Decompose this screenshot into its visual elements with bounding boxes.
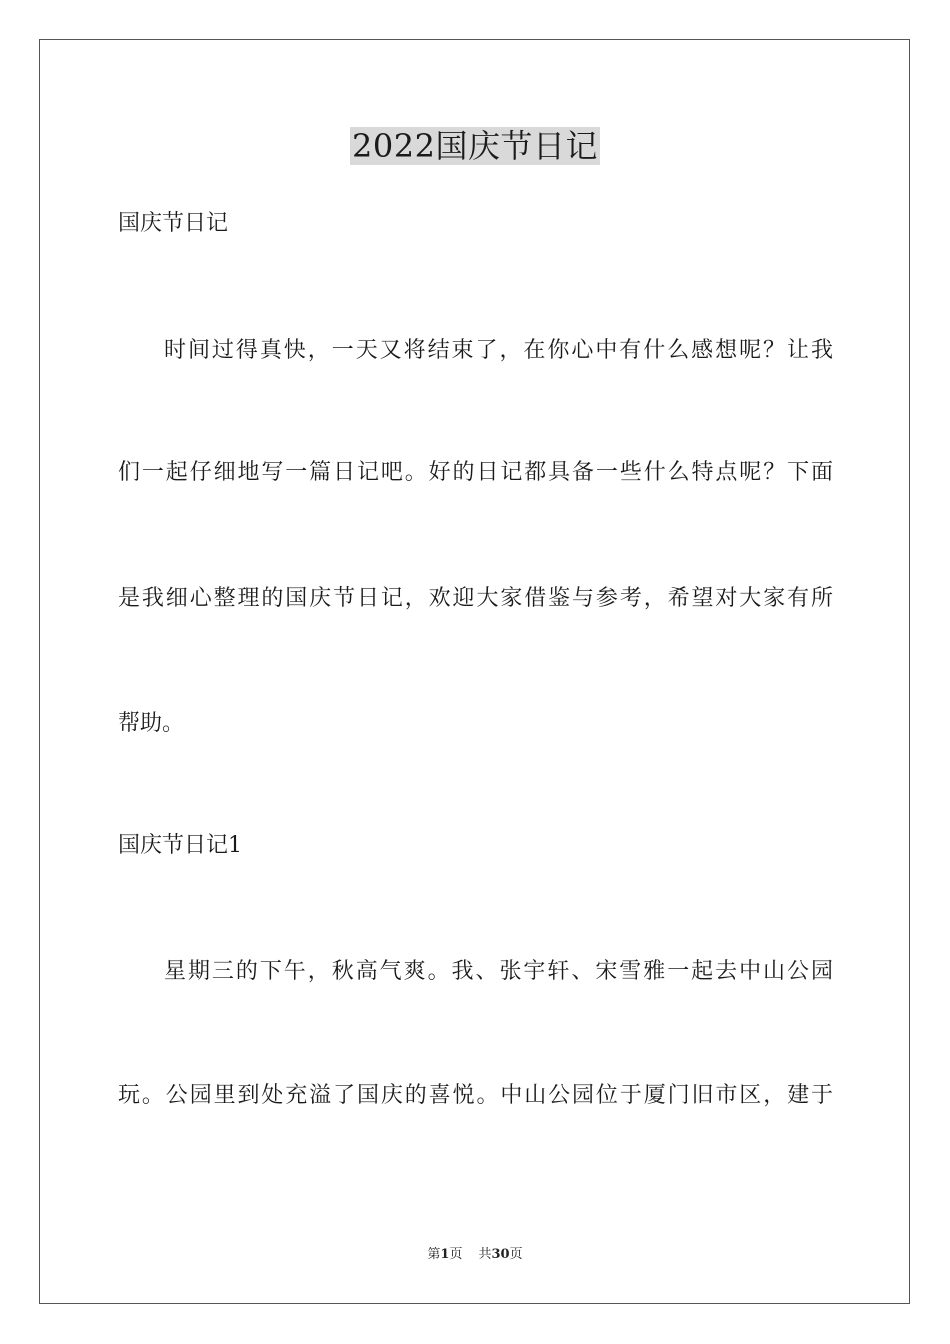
- page-number-current: 1: [440, 1247, 450, 1262]
- paragraph-line: 帮助。: [118, 711, 185, 736]
- document-title: [0, 124, 950, 168]
- document-title-text: 2022国庆节日记: [352, 127, 598, 165]
- section-heading: 国庆节日记1: [118, 833, 242, 858]
- paragraph-line: 们一起仔细地写一篇日记吧。好的日记都具备一些什么特点呢？下面: [118, 460, 833, 485]
- paragraph-line: 星期三的下午，秋高气爽。我、张宇轩、宋雪雅一起去中山公园: [164, 959, 833, 984]
- page-total-suffix: 页: [509, 1247, 523, 1262]
- page-footer: [0, 1246, 950, 1264]
- paragraph-line: 是我细心整理的国庆节日记，欢迎大家借鉴与参考，希望对大家有所: [118, 586, 833, 611]
- page-number-prefix: 第: [427, 1247, 441, 1262]
- page-number-suffix: 页: [449, 1247, 463, 1262]
- page-total-prefix: 共: [478, 1247, 492, 1262]
- paragraph-line: 玩。公园里到处充溢了国庆的喜悦。中山公园位于厦门旧市区，建于: [118, 1083, 833, 1108]
- paragraph-line: 时间过得真快，一天又将结束了，在你心中有什么感想呢？让我: [164, 338, 833, 363]
- document-subtitle: 国庆节日记: [118, 211, 229, 236]
- page-total-count: 30: [491, 1247, 510, 1262]
